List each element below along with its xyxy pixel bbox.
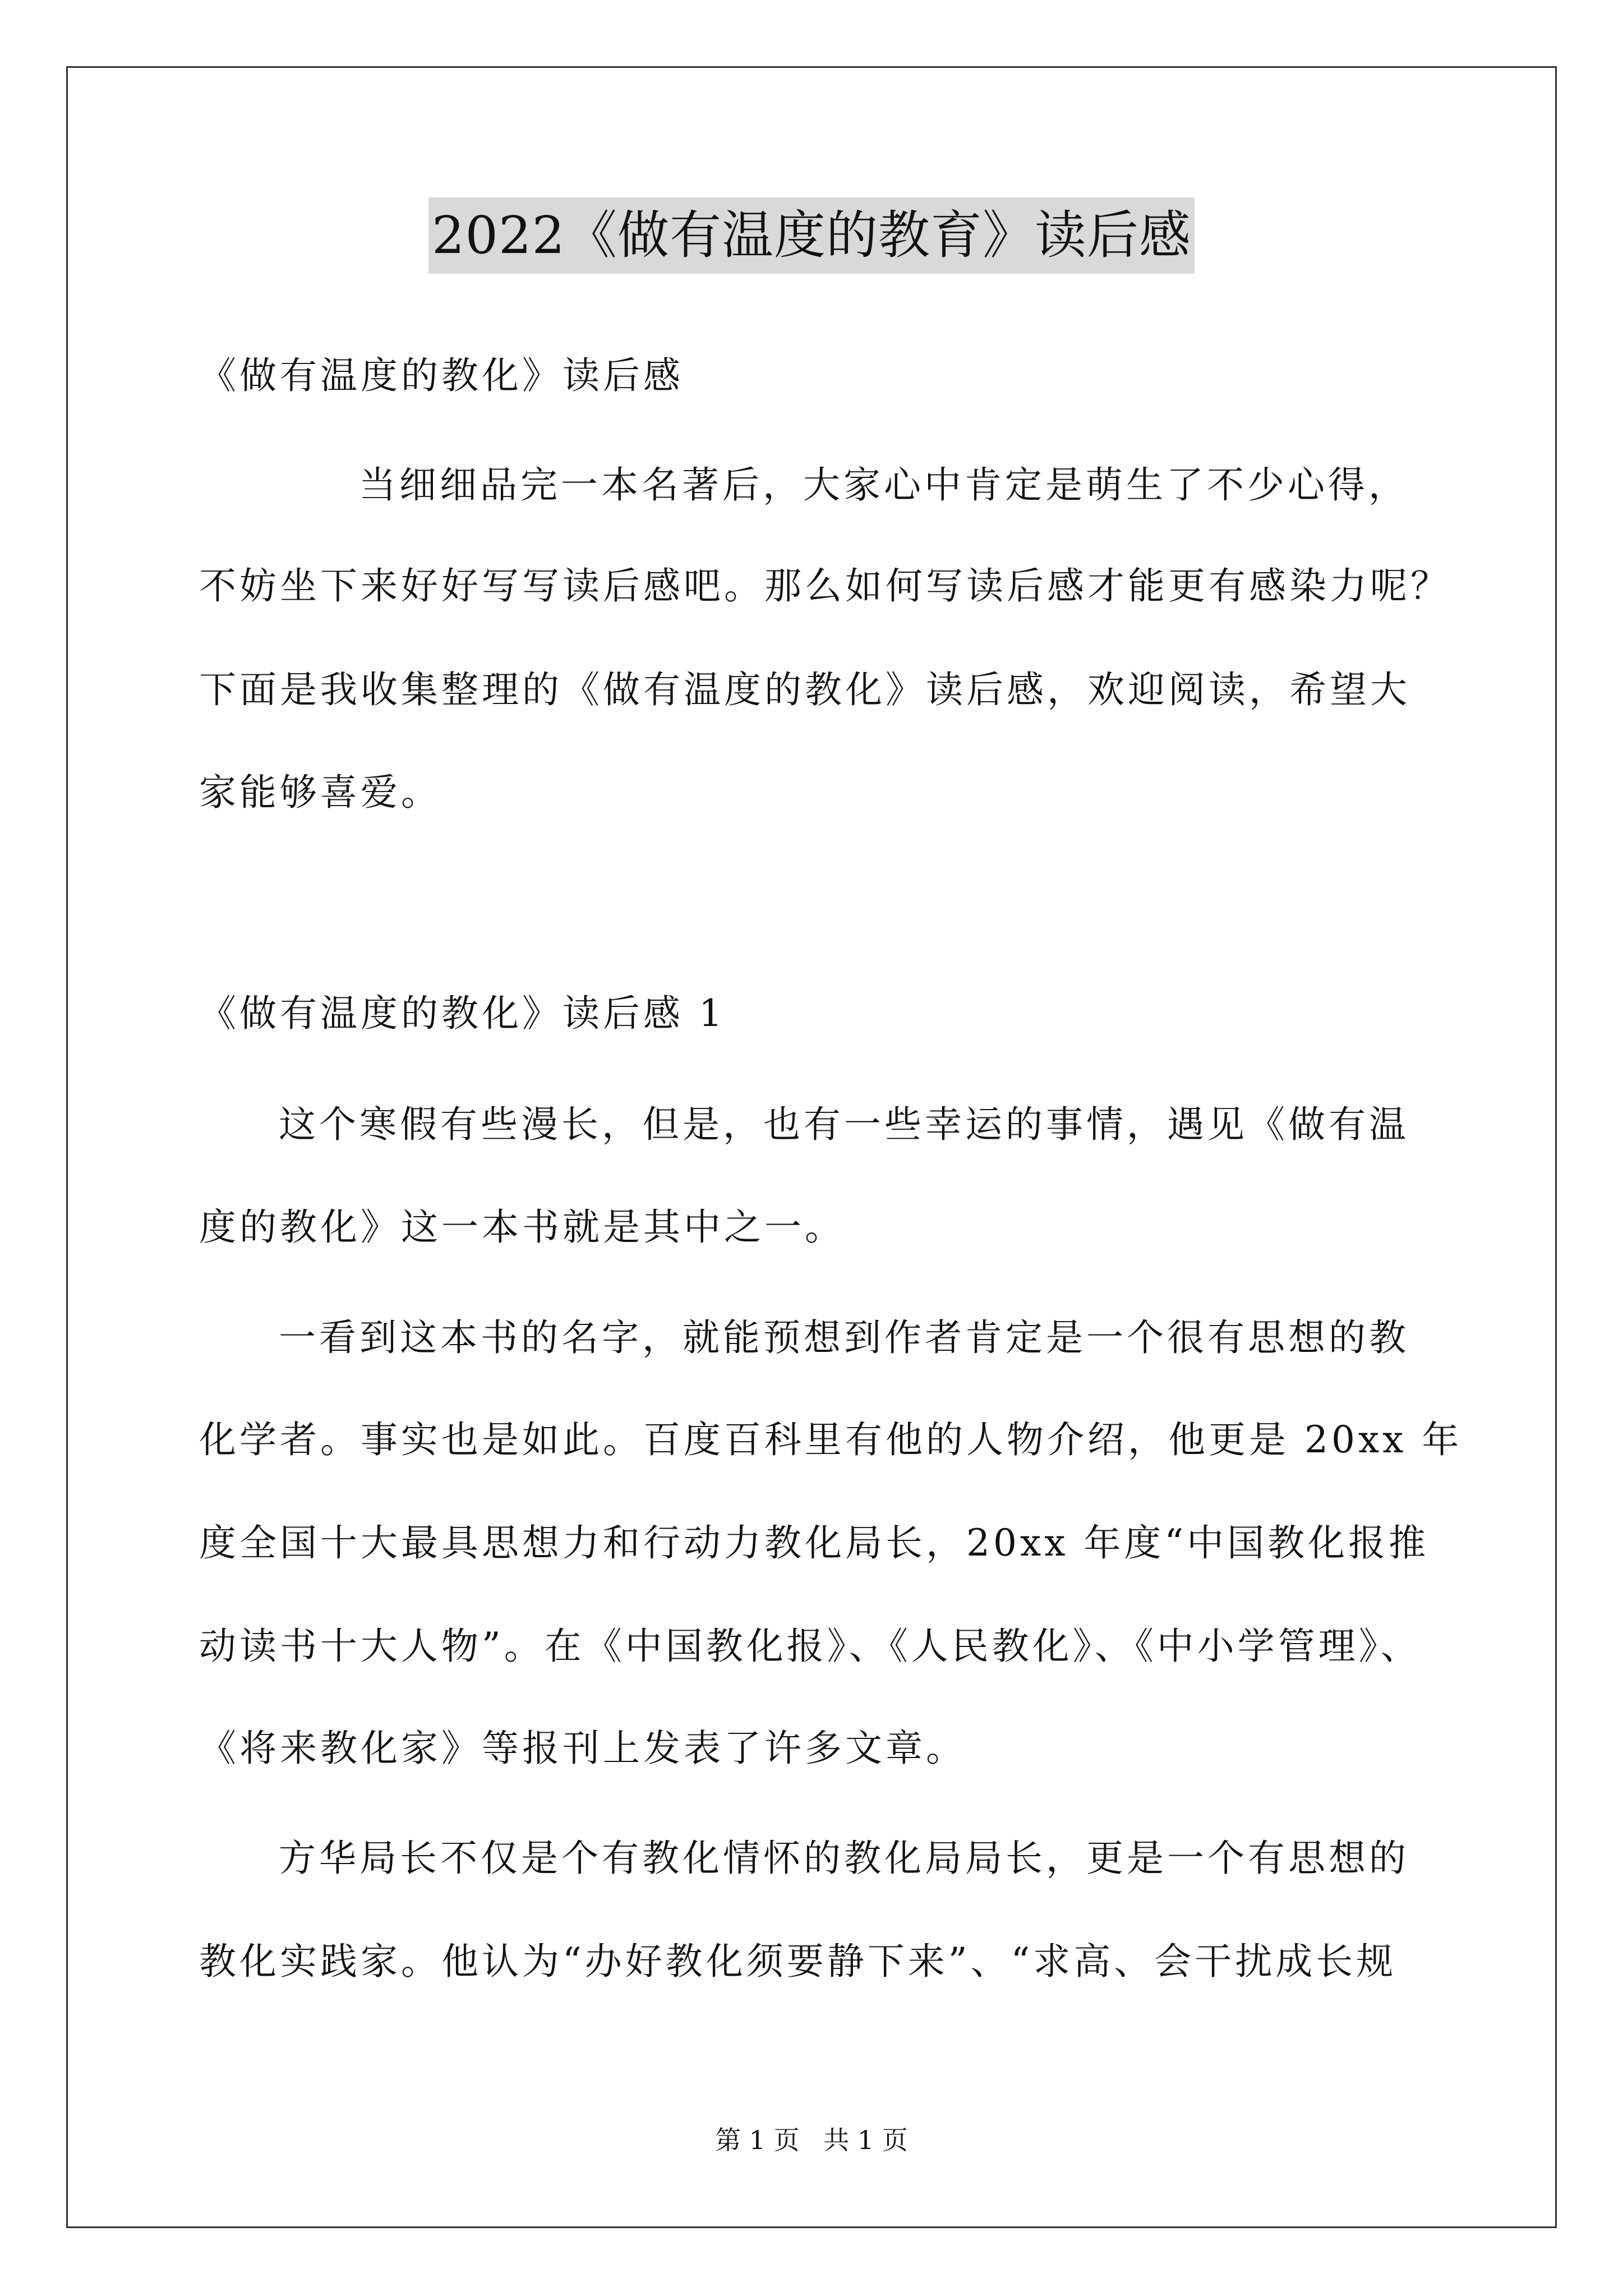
paragraph-line: 教化实践家。他认为“办好教化须要静下来”、“求高、会干扰成长规 [199, 1940, 1397, 1983]
section-heading: 《做有温度的教化》读后感 1 [199, 992, 726, 1035]
title-container [0, 197, 1623, 274]
paragraph-line: 度的教化》这一本书就是其中之一。 [199, 1205, 845, 1249]
paragraph-line: 化学者。事实也是如此。百度百科里有他的人物介绍，他更是 20xx 年 [199, 1418, 1463, 1461]
page-footer [0, 2123, 1623, 2157]
paragraph-line: 方华局长不仅是个有教化情怀的教化局局长，更是一个有思想的 [279, 1837, 1409, 1880]
paragraph-line: 《将来教化家》等报刊上发表了许多文章。 [199, 1727, 966, 1770]
paragraph-line: 动读书十大人物”。在《中国教化报》、《人民教化》、《中小学管理》、 [199, 1625, 1421, 1668]
paragraph-line: 当细细品完一本名著后，大家心中肯定是萌生了不少心得， [359, 463, 1409, 507]
page-total: 共 1 页 [823, 2125, 908, 2155]
paragraph-line: 不妨坐下来好好写写读后感吧。那么如何写读后感才能更有感染力呢？ [199, 564, 1451, 608]
paragraph-line: 家能够喜爱。 [199, 771, 441, 814]
paragraph-line: 度全国十大最具思想力和行动力教化局长，20xx 年度“中国教化报推 [199, 1521, 1430, 1565]
document-title: 2022《做有温度的教育》读后感 [428, 197, 1195, 274]
subtitle: 《做有温度的教化》读后感 [199, 354, 684, 397]
page-number: 第 1 页 [715, 2125, 800, 2155]
paragraph-line: 一看到这本书的名字，就能预想到作者肯定是一个很有思想的教 [279, 1316, 1409, 1359]
paragraph-line: 下面是我收集整理的《做有温度的教化》读后感，欢迎阅读，希望大 [199, 668, 1410, 711]
paragraph-line: 这个寒假有些漫长，但是，也有一些幸运的事情，遇见《做有温 [279, 1103, 1409, 1146]
